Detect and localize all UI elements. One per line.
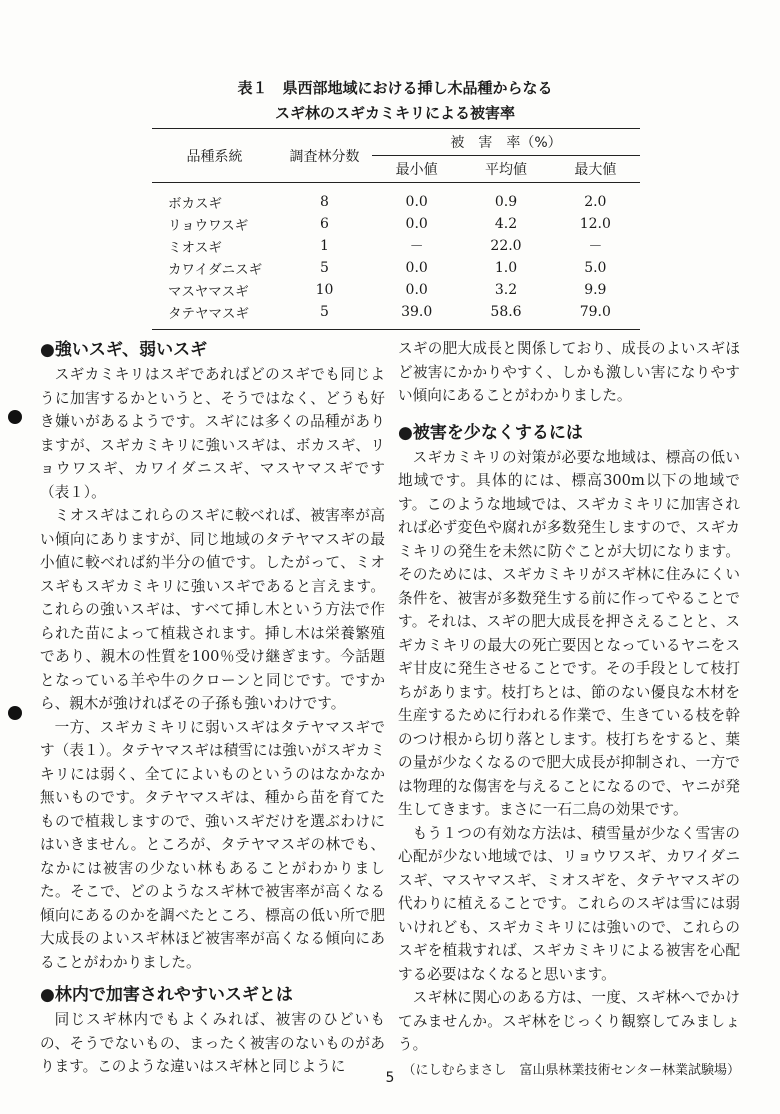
paragraph: スギ林に関心のある方は、一度、スギ林へでかけてみませんか。スギ林をじっくり観察してみましょう。	[398, 989, 740, 1053]
header-damage: 被 害 率（%）	[372, 129, 640, 156]
section-heading-strong-weak: ●強いスギ、弱いスギ	[40, 340, 208, 360]
cell-count: 5	[320, 260, 329, 276]
cell-name: マスヤマスギ	[168, 284, 249, 300]
table-caption-line2: スギ林のスギカミキリによる被害率	[274, 104, 515, 122]
cell-name: ミオスギ	[168, 240, 222, 256]
paragraph: 同じスギ林内でもよくみれば、被害のひどいもの、そうでないもの、まったく被害のないものがあります。このような違いはスギ林と同じように	[40, 1011, 385, 1075]
cell-min: 0.0	[405, 282, 428, 298]
section-heading-in-forest: ●林内で加害されやすいスギとは	[40, 985, 293, 1005]
binder-hole-icon	[8, 706, 22, 720]
table-row	[152, 301, 640, 330]
cell-min: 0.0	[405, 260, 428, 276]
table-caption	[150, 76, 640, 126]
cell-avg: 1.0	[494, 260, 518, 276]
page-number: 5	[385, 1070, 395, 1086]
paragraph: スギカミキリはスギであればどのスギでも同じように加害するかというと、そうではなく、どうも好き嫌いがあるようです。スギには多くの品種がありますが、スギカミキリに強いスギは、ボカスギ、リョウワスギ、カワイダニスギ、マスヤマスギです（表１）。	[40, 366, 385, 501]
cell-avg: 58.6	[461, 301, 550, 330]
cell-avg: 22.0	[490, 238, 522, 254]
cell-avg: 0.9	[494, 194, 518, 210]
header-avg: 平均値	[484, 162, 527, 178]
right-column	[398, 337, 740, 1082]
section-heading-reduce-damage: ●被害を少なくするには	[398, 422, 583, 443]
cell-count: 1	[320, 238, 329, 254]
cell-min: 0.0	[405, 216, 428, 232]
binder-hole-icon	[8, 410, 22, 424]
cell-count: 10	[315, 282, 334, 298]
cell-avg: 4.2	[494, 216, 518, 232]
cell-name: リョウワスギ	[168, 218, 249, 234]
cell-max: －	[588, 239, 603, 255]
cell-count: 5	[277, 301, 372, 330]
header-max: 最大値	[574, 162, 617, 178]
paragraph-continued: スギの肥大成長と関係しており、成長のよいスギほど被害にかかりやすく、しかも激しい害になりやすい傾向にあることがわかりました。	[398, 340, 740, 404]
paragraph: ミオスギはこれらのスギに較べれば、被害率が高い傾向にありますが、同じ地域のタテヤマスギの最小値に較べれば約半分の値です。したがって、ミオスギもスギカミキリに強いスギであると言えます。これらの強いスギは、すべて挿し木という方法で作られた苗によって植栽されます。挿し木は栄養繁殖であり、親木の性質を100％受け継ぎます。今話題となっている羊や牛のクローンと同じです。ですから、親木が強ければその子孫も強いわけです。	[40, 507, 385, 712]
cell-min: 39.0	[372, 301, 461, 330]
cell-min: －	[409, 239, 424, 255]
table-caption-line1: 表１ 県西部地域における挿し木品種からなる	[237, 79, 553, 97]
cell-min: 0.0	[405, 194, 428, 210]
cell-max: 12.0	[579, 216, 611, 232]
left-column	[40, 337, 385, 1079]
author-signature: （にしむらまさし 富山県林業技術センター林業試験場）	[402, 1062, 740, 1078]
cell-name: ボカスギ	[168, 196, 222, 212]
table-row	[152, 213, 640, 235]
header-variety: 品種系統	[186, 148, 243, 165]
cell-max: 2.0	[584, 194, 607, 210]
table-row	[152, 235, 640, 257]
cell-max: 79.0	[551, 301, 640, 330]
cell-name: カワイダニスギ	[168, 262, 263, 278]
paragraph: スギカミキリの対策が必要な地域は、標高の低い地域です。具体的には、標高300m以下の地域です。このような地域では、スギカミキリに加害されれば必ず変色や腐れが多数発生しますので、スギカミキリの発生を未然に防ぐことが大切になります。そのためには、スギカミキリがスギ林に住みにくい条件を、被害が多数発生する前に作ってやることです。それは、スギの肥大成長を押さえることと、スギカミキリの最大の死亡要因となっているヤニをスギ甘皮に発生させることです。その手段として枝打ちがあります。枝打ちとは、節のない優良な木材を生産するために行われる作業で、生きている枝を幹のつけ根から切り落とします。枝打ちをすると、葉の量が少なくなるので肥大成長が抑制され、一方では物理的な傷害を与えることになるので、ヤニが発生してきます。まさに一石二鳥の効果です。	[398, 448, 740, 818]
header-count: 調査林分数	[289, 148, 360, 165]
cell-count: 8	[320, 194, 329, 210]
cell-count: 6	[320, 216, 329, 232]
cell-avg: 3.2	[494, 282, 518, 298]
paragraph: もう１つの有効な方法は、積雪量が少なく雪害の心配が少ない地域では、リョウワスギ、カワイダニスギ、マスヤマスギ、ミオスギを、タテヤマスギの代わりに植えることです。これらのスギは雪には弱いけれども、スギカミキリには強いので、これらのスギを植栽すれば、スギカミキリによる被害を心配する必要はなくなると思います。	[398, 824, 740, 983]
cell-max: 5.0	[584, 260, 607, 276]
table-row	[152, 279, 640, 301]
header-min: 最小値	[395, 162, 438, 178]
table-row	[152, 183, 640, 214]
paragraph: 一方、スギカミキリに弱いスギはタテヤマスギです（表１）。タテヤマスギは積雪には強いがスギカミキリには弱く、全てによいものというのはなかなか無いものです。タテヤマスギは、種から苗を育てたもので植栽しますので、強いスギだけを選ぶわけにはいきません。ところが、タテヤマスギの林でも、なかには被害の少ない林もあることがわかりました。そこで、どのようなスギ林で被害率が高くなる傾向にあるのかを調べたところ、標高の低い所で肥大成長のよいスギ林ほど被害率が高くなる傾向にあることがわかりました。	[40, 718, 385, 971]
cell-name: タテヤマスギ	[152, 301, 277, 330]
table-row	[152, 257, 640, 279]
damage-rate-table	[152, 128, 640, 330]
cell-max: 9.9	[584, 282, 607, 298]
